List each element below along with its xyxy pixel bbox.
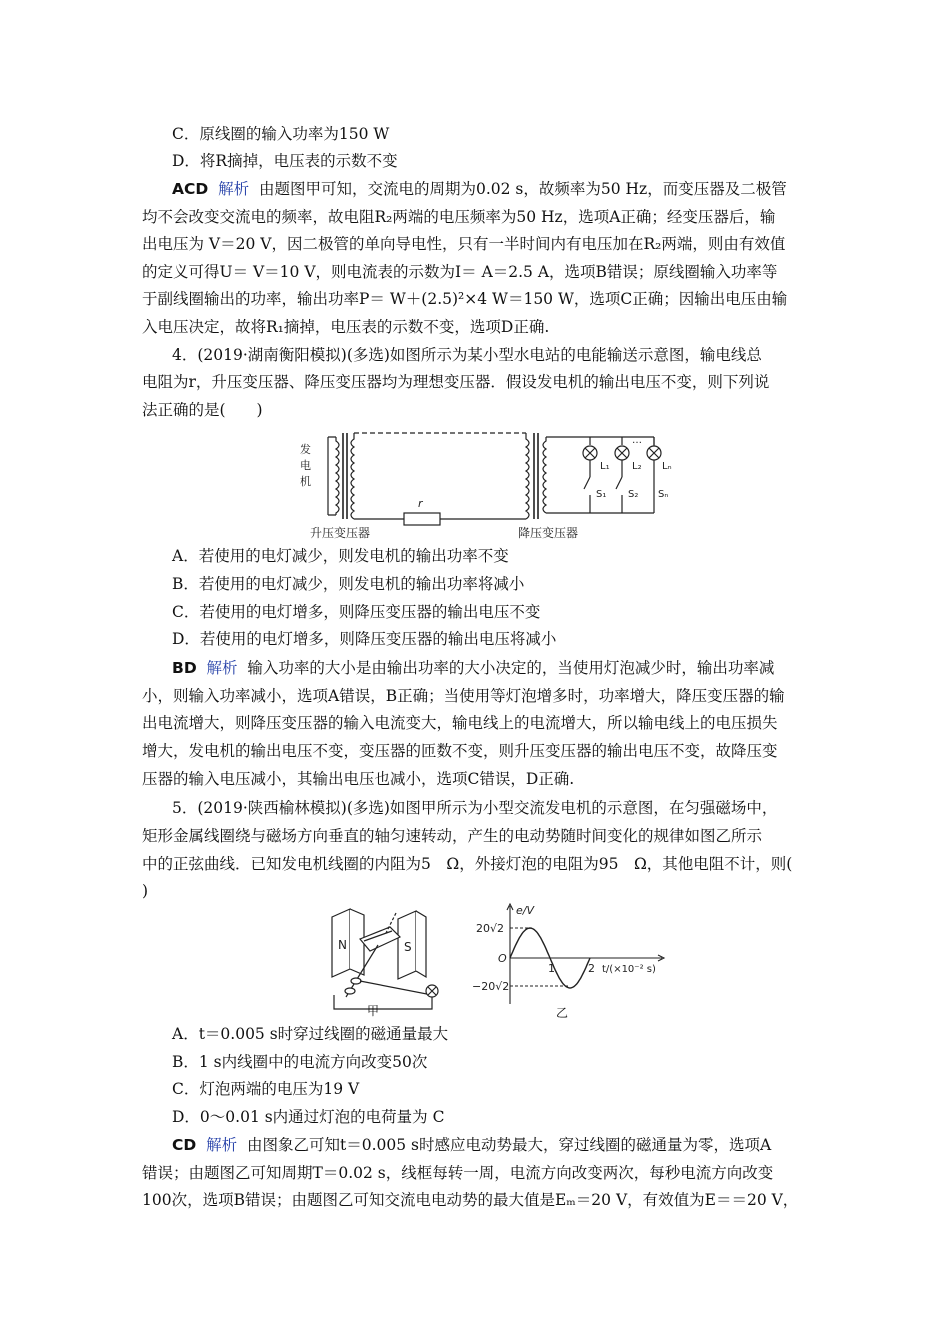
q5-option-c: C．灯泡两端的电压为19 V [172,1080,360,1098]
step-down-label: 降压变压器 [518,526,579,540]
y-tick-positive: 20√2 [476,922,505,935]
q3-explanation-line-5: 于副线圈输出的功率，输出功率P＝ W＋(2.5)²×4 W＝150 W，选项C正确；因输出电压由输 [142,290,788,308]
y-tick-negative: −20√2 [472,980,510,993]
q3-explanation-line-2: 均不会改变交流电的频率，故电阻R₂两端的电压频率为50 Hz，选项A正确；经变压器后，输 [142,208,776,226]
q4-expl-text: 输入功率的大小是由输出功率的大小决定的，当使用灯泡减少时，输出功率减 [247,659,775,677]
emf-sine-graph [472,900,672,1010]
q5-stem-line-1: 5．(2019·陕西榆林模拟)(多选)如图甲所示为小型交流发电机的示意图，在匀强磁场中， [172,799,778,817]
q5-explanation-line-1 [172,1135,771,1155]
switch-label-2: S₂ [628,489,639,500]
q4-jiexi-label: 解析 [206,659,238,677]
y-axis-label: e/V [516,904,534,917]
q5-jiexi-label: 解析 [206,1136,238,1154]
q3-explanation-line-4: 的定义可得U＝ V＝10 V，则电流表的示数为I＝ A＝2.5 A，选项B错误；原线圈输入功率等 [142,263,778,281]
figure-a-label: 甲 [367,1004,380,1018]
figure-b-label: 乙 [556,1006,569,1020]
q4-option-c: C．若使用的电灯增多，则降压变压器的输出电压不变 [172,603,541,621]
generator-label-3: 机 [300,475,311,488]
q3-option-d: D．将R摘掉，电压表的示数不变 [172,152,398,170]
q4-option-d: D．若使用的电灯增多，则降压变压器的输出电压将减小 [172,630,557,648]
ellipsis-label: … [632,435,642,446]
q5-stem-line-2: 矩形金属线圈绕与磁场方向垂直的轴匀速转动，产生的电动势随时间变化的规律如图乙所示 [142,827,763,845]
q3-jiexi-label: 解析 [218,180,250,198]
power-transmission-figure [290,425,670,545]
magnet-n-label: N [338,938,347,952]
q4-stem-line-2: 电阻为r，升压变压器、降压变压器均为理想变压器．假设发电机的输出电压不变，则下列说 [142,373,770,391]
q3-option-c: C．原线圈的输入功率为150 W [172,125,390,143]
q5-answer: CD [172,1136,197,1154]
q3-explanation-line-3: 出电压为 V＝20 V，因二极管的单向导电性，只有一半时间内有电压加在R₂两端，则由有效值 [142,235,786,253]
q4-stem-line-3: 法正确的是( ) [142,401,263,419]
q4-option-b: B．若使用的电灯减少，则发电机的输出功率将减小 [172,575,525,593]
q3-explanation-line-6: 入电压决定，故将R₁摘掉，电压表的示数不变，选项D正确. [142,318,550,336]
generator-label-2: 电 [300,459,311,472]
q4-explanation-line-1 [172,658,774,678]
q4-option-a: A．若使用的电灯减少，则发电机的输出功率不变 [172,547,509,565]
switch-label-n: Sₙ [658,489,669,500]
magnet-s-label: S [404,940,412,954]
q5-option-b: B．1 s内线圈中的电流方向改变50次 [172,1053,428,1071]
lamp-label-1: L₁ [600,461,610,472]
x-tick-1: 1 [548,962,555,975]
x-axis-label: t/(×10⁻² s) [602,964,656,975]
q3-explanation-line-1 [172,179,787,199]
q5-option-d: D．0～0.01 s内通过灯泡的电荷量为 C [172,1108,445,1126]
q3-expl-text: 由题图甲可知，交流电的周期为0.02 s，故频率为50 Hz，而变压器及二极管 [258,180,787,198]
switch-label-1: S₁ [596,489,607,500]
resistor-r-label: r [418,497,423,510]
q4-explanation-line-2: 小，则输入功率减小，选项A错误，B正确；当使用等灯泡增多时，功率增大，降压变压器的输 [142,687,785,705]
q4-answer: BD [172,659,197,677]
q4-explanation-line-3: 出电流增大，则降压变压器的输入电流变大，输电线上的电流增大，所以输电线上的电压损失 [142,714,778,732]
x-tick-2: 2 [588,962,595,975]
q5-explanation-line-3: 100次，选项B错误；由题图乙可知交流电电动势的最大值是Eₘ＝20 V，有效值为E＝＝20 V， [142,1191,799,1209]
q4-stem-line-1: 4．(2019·湖南衡阳模拟)(多选)如图所示为某小型水电站的电能输送示意图，输电线总 [172,346,762,364]
q5-explanation-line-2: 错误；由题图乙可知周期T＝0.02 s，线框每转一周，电流方向改变两次，每秒电流方向改变 [142,1164,774,1182]
q4-explanation-line-4: 增大，发电机的输出电压不变，变压器的匝数不变，则升压变压器的输出电压不变，故降压变 [142,742,778,760]
generator-label-1: 发 [300,443,311,456]
generator-diagram-a [320,905,470,1020]
q4-explanation-line-5: 压器的输入电压减小，其输出电压也减小，选项C错误，D正确. [142,770,575,788]
q5-stem-line-3: 中的正弦曲线．已知发电机线圈的内阻为5 Ω，外接灯泡的电阻为95 Ω，其他电阻不计，则( [142,855,793,873]
q3-answer: ACD [172,180,209,198]
q5-stem-line-4: ) [142,882,149,900]
origin-label: O [498,952,507,965]
lamp-label-n: Lₙ [662,461,672,472]
q5-option-a: A．t＝0.005 s时穿过线圈的磁通量最大 [172,1025,449,1043]
step-up-label: 升压变压器 [310,526,371,540]
lamp-label-2: L₂ [632,461,642,472]
q5-expl-text: 由图象乙可知t＝0.005 s时感应电动势最大，穿过线圈的磁通量为零，选项A [246,1136,772,1154]
